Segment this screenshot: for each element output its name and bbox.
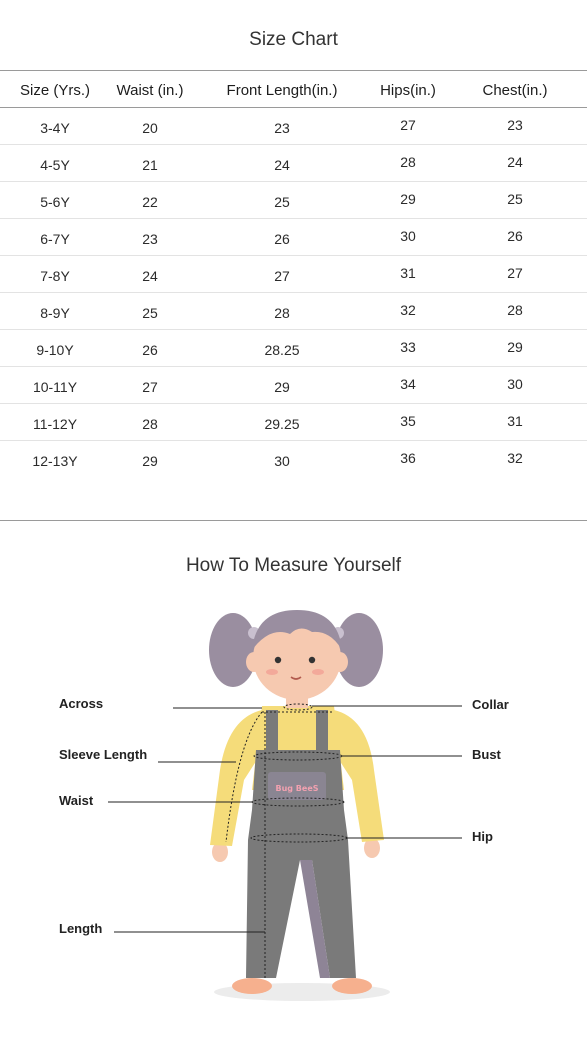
table-cell: 23 bbox=[142, 231, 158, 247]
table-cell: 32 bbox=[507, 450, 523, 466]
left-cheek bbox=[266, 669, 278, 675]
row-divider bbox=[0, 292, 587, 293]
row-divider bbox=[0, 144, 587, 145]
left-ear bbox=[246, 652, 262, 672]
table-cell: 8-9Y bbox=[40, 305, 70, 321]
table-cell: 23 bbox=[274, 120, 290, 136]
table-cell: 9-10Y bbox=[36, 342, 74, 358]
table-cell: 32 bbox=[400, 302, 416, 318]
right-pigtail bbox=[335, 613, 383, 687]
table-cell: 28 bbox=[274, 305, 290, 321]
row-divider bbox=[0, 255, 587, 256]
table-cell: 29 bbox=[507, 339, 523, 355]
size-chart-title: Size Chart bbox=[249, 29, 338, 50]
table-cell: 24 bbox=[142, 268, 158, 284]
label-across: Across bbox=[59, 696, 104, 711]
table-cell: 29 bbox=[400, 191, 416, 207]
left-pigtail bbox=[209, 613, 257, 687]
table-cell: 27 bbox=[274, 268, 290, 284]
table-cell: 10-11Y bbox=[32, 379, 78, 395]
table-top-border bbox=[0, 70, 587, 71]
label-sleeve-length: Sleeve Length bbox=[59, 747, 148, 762]
table-cell: 24 bbox=[507, 154, 523, 170]
row-divider bbox=[0, 181, 587, 182]
table-cell: 22 bbox=[142, 194, 158, 210]
column-header: Chest(in.) bbox=[482, 82, 548, 99]
label-collar: Collar bbox=[472, 697, 509, 712]
table-cell: 30 bbox=[507, 376, 523, 392]
table-cell: 27 bbox=[507, 265, 523, 281]
table-cell: 35 bbox=[400, 413, 416, 429]
brand-logo: Bug BeeS bbox=[275, 784, 319, 793]
column-header: Front Length(in.) bbox=[226, 82, 338, 99]
right-foot bbox=[332, 978, 372, 994]
row-divider bbox=[0, 440, 587, 441]
table-cell: 25 bbox=[274, 194, 290, 210]
table-cell: 26 bbox=[274, 231, 290, 247]
table-cell: 30 bbox=[274, 453, 290, 469]
table-cell: 4-5Y bbox=[40, 157, 70, 173]
right-ear bbox=[332, 652, 348, 672]
table-cell: 11-12Y bbox=[32, 416, 78, 432]
table-cell: 30 bbox=[400, 228, 416, 244]
table-cell: 29 bbox=[274, 379, 290, 395]
table-cell: 28 bbox=[400, 154, 416, 170]
section-divider bbox=[0, 520, 587, 521]
left-eye bbox=[275, 657, 281, 663]
table-cell: 27 bbox=[400, 117, 416, 133]
right-cheek bbox=[312, 669, 324, 675]
row-divider bbox=[0, 329, 587, 330]
table-header-border bbox=[0, 107, 587, 108]
table-cell: 24 bbox=[274, 157, 290, 173]
table-cell: 26 bbox=[507, 228, 523, 244]
table-cell: 33 bbox=[400, 339, 416, 355]
table-cell: 12-13Y bbox=[32, 453, 78, 469]
label-hip: Hip bbox=[472, 829, 493, 844]
table-cell: 25 bbox=[507, 191, 523, 207]
table-cell: 29.25 bbox=[264, 416, 300, 432]
table-cell: 25 bbox=[142, 305, 158, 321]
label-waist: Waist bbox=[59, 793, 94, 808]
table-cell: 29 bbox=[142, 453, 158, 469]
child-measurement-illustration bbox=[0, 590, 587, 1010]
column-header: Size (Yrs.) bbox=[19, 82, 91, 99]
table-cell: 20 bbox=[142, 120, 158, 136]
table-cell: 36 bbox=[400, 450, 416, 466]
table-cell: 28 bbox=[142, 416, 158, 432]
table-cell: 26 bbox=[142, 342, 158, 358]
table-cell: 21 bbox=[142, 157, 158, 173]
row-divider bbox=[0, 218, 587, 219]
table-cell: 6-7Y bbox=[40, 231, 70, 247]
right-eye bbox=[309, 657, 315, 663]
label-bust: Bust bbox=[472, 747, 501, 762]
table-cell: 28 bbox=[507, 302, 523, 318]
column-header: Waist (in.) bbox=[116, 82, 184, 99]
table-cell: 31 bbox=[507, 413, 523, 429]
table-cell: 27 bbox=[142, 379, 158, 395]
table-cell: 34 bbox=[400, 376, 416, 392]
table-cell: 7-8Y bbox=[40, 268, 70, 284]
table-cell: 28.25 bbox=[264, 342, 300, 358]
table-cell: 23 bbox=[507, 117, 523, 133]
label-length: Length bbox=[59, 921, 103, 936]
row-divider bbox=[0, 403, 587, 404]
row-divider bbox=[0, 366, 587, 367]
table-cell: 31 bbox=[400, 265, 416, 281]
table-cell: 3-4Y bbox=[40, 120, 70, 136]
column-header: Hips(in.) bbox=[380, 82, 436, 99]
table-cell: 5-6Y bbox=[40, 194, 70, 210]
measure-title: How To Measure Yourself bbox=[185, 555, 402, 576]
left-foot bbox=[232, 978, 272, 994]
